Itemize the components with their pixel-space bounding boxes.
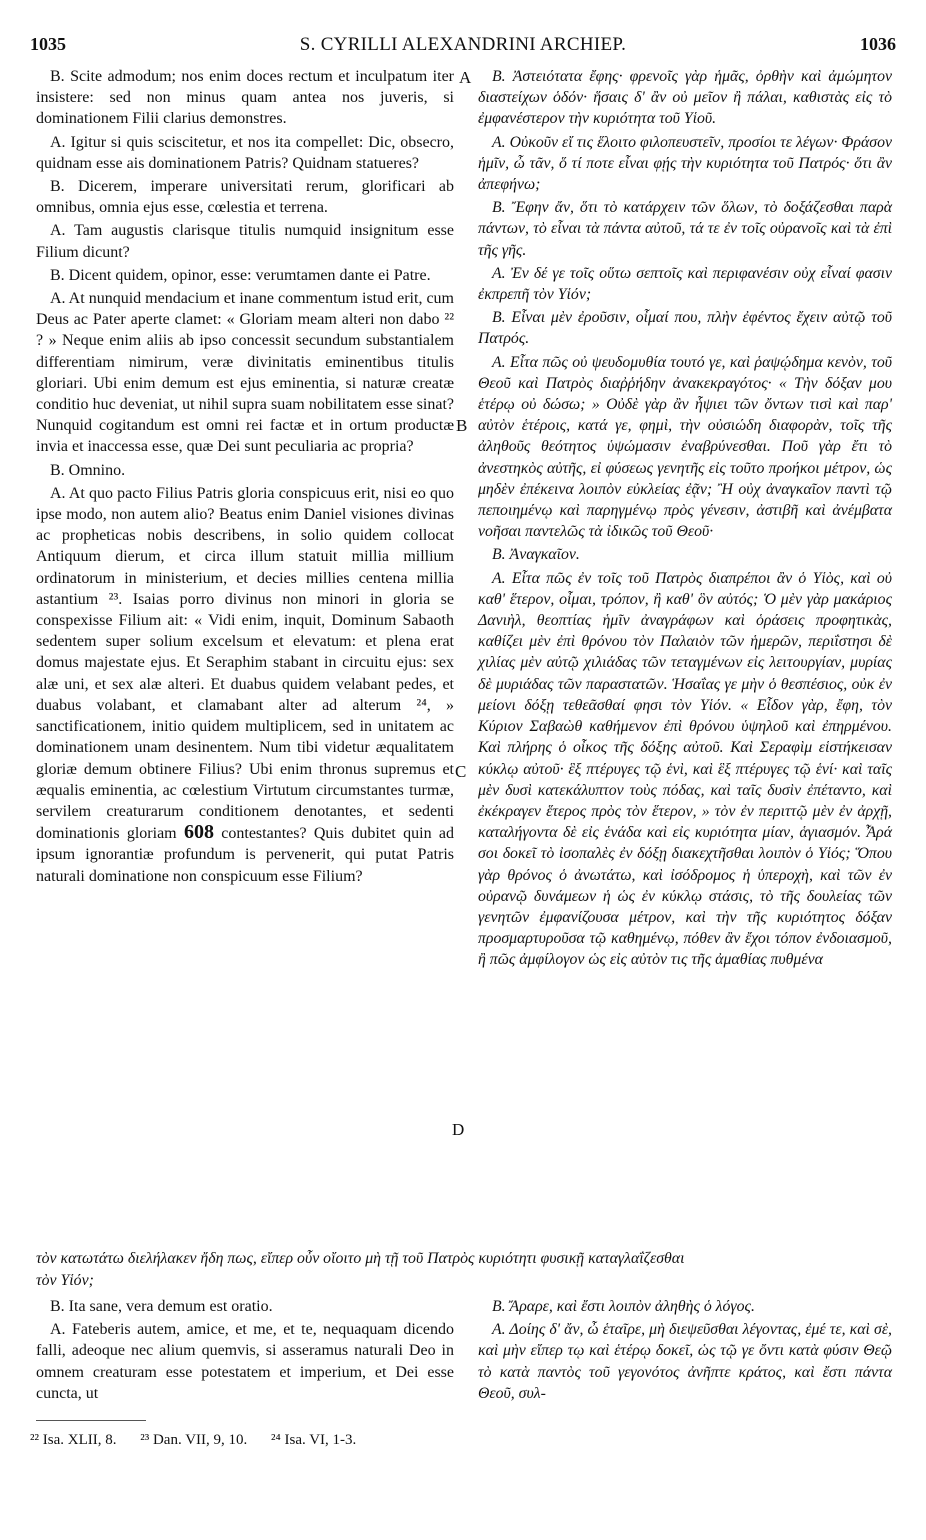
spanning-greek-line: τὸν κατωτάτω διελήλακεν ἤδη πως, εἴπερ οὖν οἴοιτο μὴ τῇ τοῦ Πατρὸς κυριότητι φυσικῇ καταγλαΐζεσθαι — [36, 1250, 685, 1267]
greek-paragraph: Α. Εἶτα πῶς ἐν τοῖς τοῦ Πατρὸς διαπρέποι ἂν ὁ Υἱὸς, καὶ οὐ καθ' ἕτερον, οἶμαι, τρόπον, ἢ καθ' ὃν αὐτός; Ὁ μὲν γὰρ μακάριος Δανιὴλ, θεοπτίας ἡμῖν ἀναγράφων καὶ ὁράσεις προφητικὰς, καθίζει μὲν ἐπὶ θρόνου τὸν Παλαιὸν τῶν ἡμερῶν, περιΐστησι δὲ χιλίας μὲν αὐτῷ χιλιάδας τῶν τεταγμένων εἰς λειτουργίαν, μυρίας δὲ μυριάδας τῶν παραστατῶν. Ἡσαΐας γε μὴν ὁ θεσπέσιος, οὐκ ἐν μείονι δόξῃ τεθεᾶσθαί φησι τὸν Υἱόν. « Εἶδον γὰρ, ἔφη, τὸν Κύριον Σαβαὼθ καθήμενον ἐπὶ θρόνου ὑψηλοῦ καὶ ἐπηρμένου. Καὶ πλήρης ὁ οἶκος τῆς δόξης αὐτοῦ. Καὶ Σεραφὶμ εἱστήκεισαν κύκλῳ αὐτοῦ· ἓξ πτέρυγες τῷ ἑνὶ, καὶ ἓξ πτέρυγες τῷ ἑνί· καὶ ταῖς μὲν δυσὶ κατεκάλυπτον τοὺς πόδας, καὶ ταῖς δυσὶν ἐπέταντο, καὶ ἐκέκραγεν ἕτερος πρὸς τὸν ἕτερον, » τὸν ἐν περιττῷ μὲν ἐν ἀρχῇ, καταλήγοντα δὲ εἰς ἑνάδα καὶ εἰς κυριότητα μίαν, ἁγιασμόν. Ἆρά σοι δοκεῖ τὸ ἰσοπαλὲς ἐν δόξῃ διακεχτῆσθαι λοιπὸν ὁ Υἱός; Ὅπου γὰρ θρόνος ὁ ἀνωτάτω, καὶ ἰσόδρομος ἡ ὑπεροχὴ, καὶ τῶν ἐν οὐρανῷ δυνάμεων ἡ ὡς ἐν κύκλῳ στάσις, τὸ τῆς δουλείας τῶν γενητῶν ἐμφανίζουσα μέτρον, καὶ τὴν τῆς κυριότητος δόξαν προσμαρτυροῦσα τῷ καθημένῳ, πόθεν ἂν ἔχοι τόπον ἐνδοιασμοῦ, ἢ πῶς ἀμφίλογον ὡς εἰς αὐτὸν τις τῆς ἀμαθίας πυθμένα — [478, 569, 892, 969]
footnote: ²⁴ Isa. VI, 1-3. — [271, 1432, 357, 1448]
latin-paragraph: B. Dicent quidem, opinor, esse: verumtamen dante ei Patre. — [50, 266, 431, 284]
footnote: ²³ Dan. VII, 9, 10. — [140, 1432, 248, 1448]
latin-paragraph: B. Omnino. — [50, 461, 126, 479]
latin-column-lower — [36, 1296, 454, 1406]
greek-paragraph: Β. Εἶναι μὲν ἐροῦσιν, οἶμαί που, πλὴν ἐφέντος ἔχειν αὐτῷ τοῦ Πατρός. — [478, 309, 892, 348]
latin-column — [36, 66, 454, 889]
latin-paragraph: B. Dicerem, imperare universitati rerum, glorificari ab omnibus, omnia ejus esse, cœlestia et terrena. — [36, 178, 454, 217]
latin-paragraph-text: A. At quo pacto Filius Patris gloria conspicuus erit, nisi eo quo ipse modo, non autem alio? Beatus enim Daniel visiones divinas ac propheticas nobis describens, in solio quidem collocat Antiquum dierum, et circa illum statuit millia millium ordinatorum in ministerium, et decies millies centena millia astantium ²³. Isaias porro divinus non minori in gloria se conspexisse Filium ait: « Vidi enim, inquit, Dominum Sabaoth sedentem super solium excelsum et elevatum: et plena erat domus majestate ejus. Et Seraphim stabant in circuitu ejus: sex alæ uni, et sex alæ alteri. Et duabus quidem velabant pedes, et duabus volabant, et clamabant alter ad alterum ²⁴, » sanctificationem, initio quidem multiplicem, sed in unitatem ac dominationem unam desinentem. Num tibi videtur æqualitatem gloriæ demum obtinere Filius? Ubi enim thronus supremus et æqualis eminentia, ac cœlestium Virtutum circumstantes turmæ, servilem creaturarum conditionem denotantes, et sedenti dominationis gloriam — [36, 484, 454, 843]
latin-paragraph: A. Tam augustis clarisque titulis numquid insignitum esse Filium dicunt? — [36, 222, 454, 261]
greek-paragraph: Β. Ἀναγκαῖον. — [492, 546, 580, 564]
page-header — [30, 34, 896, 58]
footnote: ²² Isa. XLII, 8. — [30, 1432, 117, 1448]
footnote-rule — [36, 1420, 146, 1421]
page-number-right: 1036 — [860, 34, 896, 54]
spanning-greek-line: τὸν Υἱόν; — [36, 1272, 94, 1289]
greek-paragraph: Β. Ἄραρε, καὶ ἔστι λοιπὸν ἀληθὴς ὁ λόγος. — [492, 1298, 755, 1315]
margin-marker-c: C — [455, 762, 467, 781]
footnotes — [30, 1432, 890, 1449]
latin-paragraph — [36, 483, 454, 887]
greek-paragraph: Β. Ἔφην ἄν, ὅτι τὸ κατάρχειν τῶν ὅλων, τὸ δοξάζεσθαι παρὰ πάντων, τὸ εἶναι τὰ πάντα αὐτοῦ, τά τε ἐν τοῖς οὐρανοῖς καὶ τὰ ἐπὶ τῆς γῆς. — [478, 199, 892, 259]
latin-paragraph: B. Ita sane, vera demum est oratio. — [50, 1298, 273, 1315]
latin-paragraph: A. Fateberis autem, amice, et me, et te, nequaquam dicendo falli, adeoque nec alium quemvis, si asseramus naturali Deo in omnem creaturam esse potestatem et imperium, et Dei esse cuncta, ut — [36, 1321, 454, 1402]
greek-paragraph: Β. Ἀστειότατα ἔφης· φρενοῖς γὰρ ἡμᾶς, ὀρθὴν καὶ ἀμώμητον διαστείχων ὁδόν· ἥσαις δ' ἂν οὐ μεῖον ἢ πάλαι, καθιστὰς εἰς τὸ ἐμφανέστερον τὴν κυριότητα τοῦ Υἱοῦ. — [478, 68, 892, 128]
page-number-left: 1035 — [30, 34, 66, 54]
greek-paragraph: Α. Οὐκοῦν εἴ τις ἕλοιτο φιλοπευστεῖν, προσίοι τε λέγων· Φράσον ἡμῖν, ὦ τᾶν, ὅ τί ποτε εἶναι φῄς τὴν κυριότητα τοῦ Πατρός· ὅτι ἂν ἀπεφήνω; — [478, 133, 892, 194]
running-title: S. CYRILLI ALEXANDRINI ARCHIEP. — [299, 34, 627, 55]
latin-paragraph: A. Igitur si quis sciscitetur, et nos ita compellet: Dic, obsecro, quidnam esse ais dominationem Patris? Quidnam statueres? — [36, 133, 454, 172]
latin-paragraph: B. Scite admodum; nos enim doces rectum et inculpatum iter insistere: sed non minus quam antea nos juveris, si dominationem Filii clarius demonstres. — [36, 68, 454, 128]
greek-column — [478, 66, 892, 973]
latin-paragraph: A. At nunquid mendacium et inane commentum istud erit, cum Deus ac Pater aperte clamet: « Gloriam meam alteri non dabo ²² ? » Neque enim aliis ab ipso concessit secundum substantialem differentiam nimirum, veræ divinitatis eminentibus titulis gloriari. Ubi enim demum est ejus eminentia, si naturæ creatæ conditio huc deveniat, ut nihil supra suam nobilitatem esse sinat? Nunquid cogitandum est omni rei factæ et in ortum productæ invia et inaccessa esse, quæ Dei sunt peculiaria ac propria? — [36, 290, 454, 456]
column-number-608: 608 — [183, 821, 214, 844]
greek-column-lower — [478, 1296, 892, 1406]
margin-marker-d: D — [452, 1120, 465, 1139]
margin-marker-a: A — [459, 68, 472, 87]
margin-marker-b: B — [456, 416, 468, 435]
greek-paragraph: Α. Δοίης δ' ἄν, ὦ ἑταῖρε, μὴ διεψεῦσθαι λέγοντας, ἐμέ τε, καὶ σὲ, καὶ μὴν εἴπερ τῳ καὶ ἑτέρῳ δοκεῖ, ὡς τῷ γε ὄντι κατὰ φύσιν Θεῷ τὸ κατὰ παντὸς τοῦ γεγονότος ἀνῆπτε κράτος, καὶ ἔστι πάντα Θεοῦ, συλ- — [478, 1321, 892, 1402]
greek-paragraph: Α. Εἶτα πῶς οὐ ψευδομυθία τουτό γε, καὶ ῥαψῴδημα κενὸν, τοῦ Θεοῦ καὶ Πατρὸς διαῤῥήδην ἀνακεκραγότος· « Τὴν δόξαν μου ἑτέρῳ οὐ δώσω; » Οὐδὲ γὰρ ἂν ἧψιει τῶν ὄντων τισὶ καὶ παρ' αὐτὸν ἑτέροις, κατά γε, φημὶ, τὴν οὐσιώδη διαφορὰν, τοῖς τῆς ἀληθοῦς θεότητος ὑψώμασιν ἐναβρύνεσθαι. Ποῦ γὰρ ἔτι τὸ ἀνεστηκὸς αὐτῆς, εἰ φύσεως γενητῆς εἰς τοῦτο προήκοι μέτρον, ὡς μηδὲν ἐπέκεινα λοιπὸν εὐκλείας ἐᾷν; Ἢ οὐχ ἀναγκαῖον παντὶ τῷ πεποιημένῳ καὶ παρηγμένῳ πρὸς γένεσιν, ἀστιβῆ καὶ ἀνέμβατα νοῆσαι παντελῶς τὰ ἰδικῶς τοῦ Θεοῦ· — [478, 353, 892, 541]
latin-paragraph-text: contestantes? Quis dubitet quin ad ipsum ignorantiæ profundum is pervenerit, qui putat Patris naturali dominatione non conspicuum esse Filium? — [36, 825, 455, 885]
greek-paragraph: Α. Ἐν δέ γε τοῖς οὕτω σεπτοῖς καὶ περιφανέσιν οὐχ εἶναί φασιν ἐκπρεπῆ τὸν Υἱόν; — [478, 264, 892, 304]
